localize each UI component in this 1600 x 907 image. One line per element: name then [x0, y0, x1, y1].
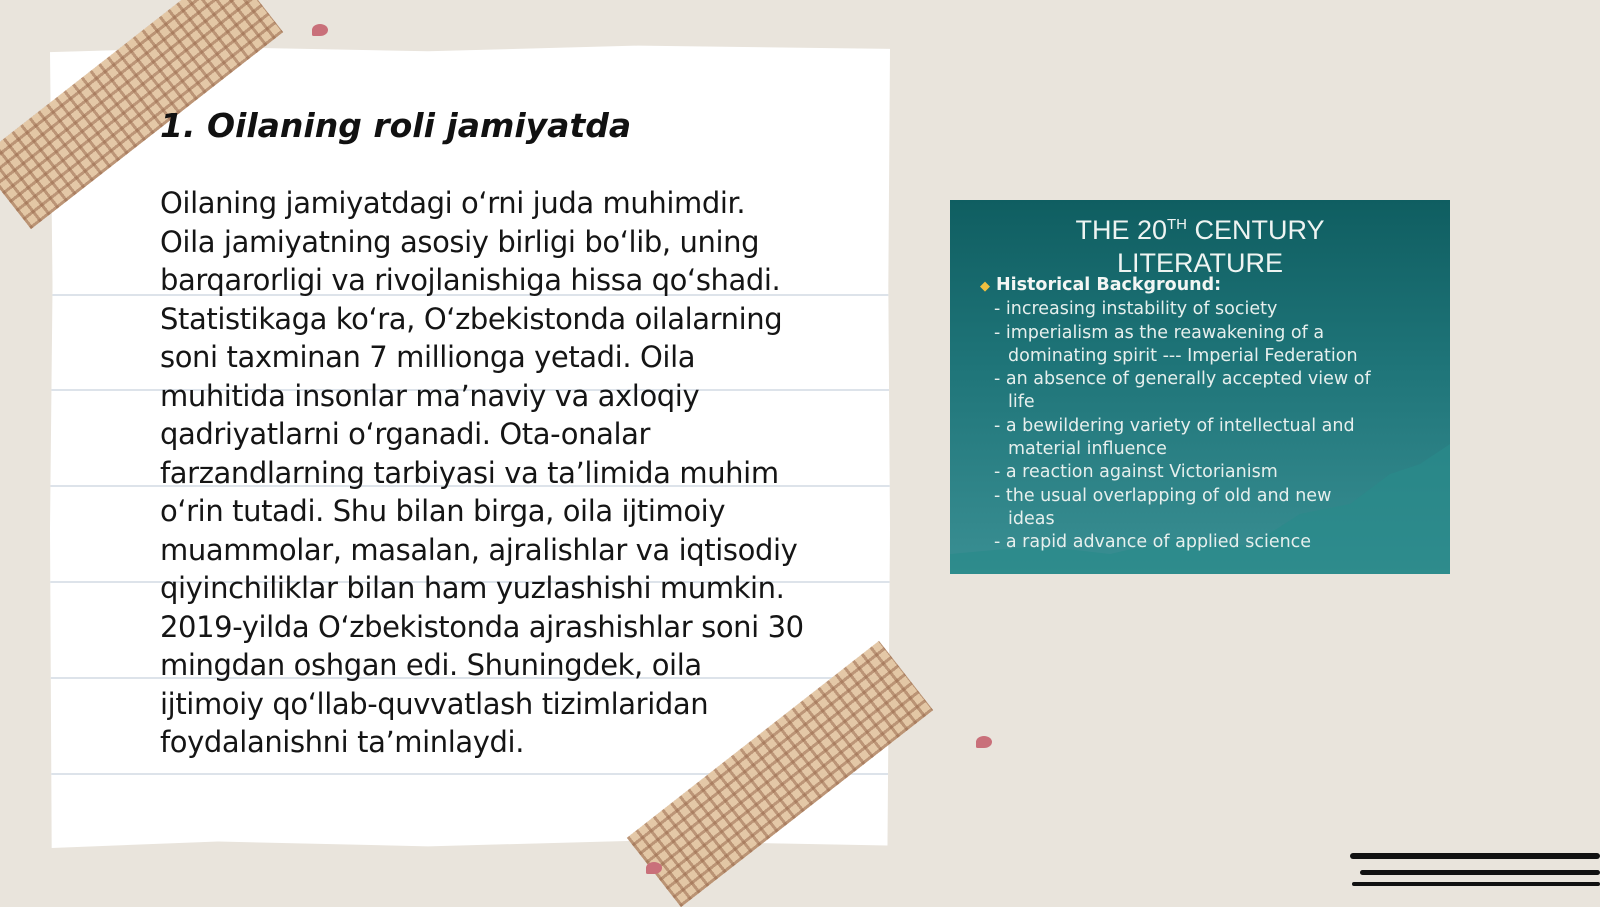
inset-item-line: - the usual overlapping of old and new [994, 485, 1332, 506]
inset-item-line: - a reaction against Victorianism [994, 462, 1278, 483]
inset-title-text: THE 20 [1075, 215, 1167, 245]
inset-item [980, 368, 1440, 415]
inset-item [980, 531, 1440, 554]
body-line: Statistikaga koʻra, Oʻzbekistonda oilalarning [160, 301, 783, 336]
body-line: mingdan oshgan edi. Shuningdek, oila [160, 648, 702, 682]
body-line: barqarorligi va rivojlanishiga hissa qoʻshadi. [160, 263, 781, 297]
inset-item [980, 415, 1440, 462]
body-line: farzandlarning tarbiyasi va taʼlimida muhim [160, 455, 779, 490]
inset-title [950, 208, 1450, 280]
body-line: foydalanishni taʼminlaydi. [160, 725, 525, 759]
body-line: qadriyatlarni oʻrganadi. Ota-onalar [160, 417, 650, 451]
inset-item [980, 322, 1440, 369]
inset-heading [980, 274, 1440, 298]
embedded-slide-image [950, 200, 1450, 574]
body-line: muhitida insonlar maʼnaviy va axloqiy [160, 378, 700, 413]
body-line: muammolar, masalan, ajralishlar va iqtisodiy [160, 532, 798, 567]
page-title: 1. Oilaning roli jamiyatda [160, 106, 632, 145]
tape-pin [646, 862, 662, 874]
diamond-bullet-icon: ◆ [980, 279, 990, 294]
inset-item-line: life [1008, 392, 1035, 413]
brush-stroke [1360, 870, 1600, 875]
inset-title-sup: TH [1167, 216, 1187, 233]
brush-stroke [1350, 853, 1600, 859]
body-line: ijtimoiy qoʻllab-quvvatlash tizimlaridan [160, 686, 709, 721]
inset-bullet-list [980, 274, 1440, 555]
body-line: Oila jamiyatning asosiy birligi boʻlib, uning [160, 224, 760, 259]
body-paragraph [160, 184, 850, 762]
inset-item-line: - a bewildering variety of intellectual and [994, 415, 1355, 436]
inset-item [980, 485, 1440, 532]
inset-item-line: - increasing instability of society [994, 299, 1278, 320]
inset-item-line: ideas [1008, 508, 1055, 529]
brush-stroke [1352, 882, 1600, 886]
inset-item-line: - an absence of generally accepted view of [994, 369, 1371, 390]
body-line: 2019-yilda Oʻzbekistonda ajrashishlar soni 30 [160, 609, 804, 644]
inset-item-line: dominating spirit --- Imperial Federation [1008, 345, 1358, 366]
inset-item-line: - imperialism as the reawakening of a [994, 322, 1325, 343]
inset-title-text: CENTURY [1187, 215, 1325, 245]
body-line: oʻrin tutadi. Shu bilan birga, oila ijtimoiy [160, 494, 726, 528]
tape-pin [976, 736, 992, 748]
body-line: qiyinchiliklar bilan ham yuzlashishi mumkin. [160, 571, 785, 605]
inset-item-line: material influence [1008, 439, 1167, 460]
inset-title-line2: LITERATURE [1116, 248, 1284, 278]
inset-item-line: - a rapid advance of applied science [994, 532, 1312, 553]
body-line: Oilaning jamiyatdagi oʻrni juda muhimdir. [160, 186, 746, 220]
inset-item [980, 461, 1440, 484]
body-line: soni taxminan 7 millionga yetadi. Oila [160, 340, 696, 374]
inset-item [980, 298, 1440, 321]
tape-pin [312, 24, 328, 36]
inset-heading-text: Historical Background: [996, 275, 1222, 295]
